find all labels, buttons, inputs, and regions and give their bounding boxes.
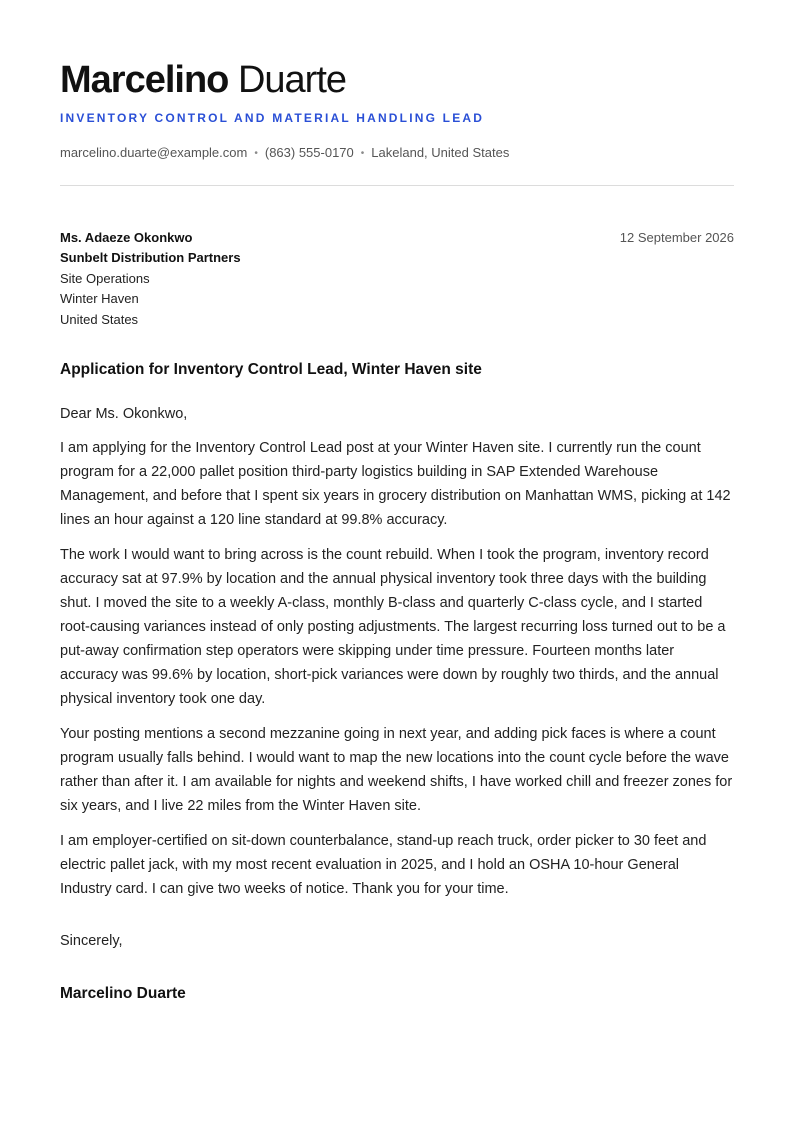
signature-name: Marcelino Duarte [60,985,186,1002]
letter-date: 12 September 2026 [619,230,734,245]
body-paragraph: The work I would want to bring across is the count rebuild. When I took the program, inventory record accuracy sat at 97.9% by location and the annual physical inventory took three days with the building shut. I moved the site to a weekly A-class, monthly B-class and quarterly C-class cycle, and I started root-causing variances instead of only posting adjustments. The largest recurring loss turned out to be a put-away confirmation step operators were skipping under time pressure. Fourteen months later accuracy was 99.6% by location, short-pick variances were down by roughly two thirds, and the annual physical inventory took one day. [60,547,726,707]
contact-location: Lakeland, United States [371,145,510,160]
applicant-name [60,56,346,104]
body-paragraph: Your posting mentions a second mezzanine going in next year, and adding pick faces is where a count program usually falls behind. I would want to map the new locations into the count cycle before the wave rather than after it. I am available for nights and weekend shifts, I have worked chill and freezer zones for six years, and I live 22 miles from the Winter Haven site. [60,726,733,814]
contact-separator: • [360,148,365,159]
letter-subject: Application for Inventory Control Lead, Winter Haven site [60,361,482,378]
salutation: Dear Ms. Okonkwo, [60,406,188,422]
applicant-last-name: Duarte [237,59,347,101]
body-paragraph: I am employer-certified on sit-down counterbalance, stand-up reach truck, order picker to 30 feet and electric pallet jack, with my most recent evaluation in 2025, and I hold an OSHA 10-hour General Industry card. I can give two weeks of notice. Thank you for your time. [60,833,707,897]
applicant-role: INVENTORY CONTROL AND MATERIAL HANDLING LEAD [60,111,485,125]
header-divider [60,185,734,186]
contact-separator: • [254,148,258,159]
recipient-name: Ms. Adaeze Okonkwo [60,230,193,245]
recipient-block [60,228,241,330]
contact-phone: (863) 555-0170 [264,145,354,160]
recipient-company: Sunbelt Distribution Partners [60,250,241,266]
contact-email: marcelino.duarte@example.com [60,145,248,160]
letter-body [60,402,734,912]
contact-line [60,145,509,160]
recipient-department: Site Operations [60,270,150,286]
closing: Sincerely, [60,933,123,949]
recipient-country: United States [60,311,139,327]
recipient-city: Winter Haven [60,291,139,307]
applicant-first-name: Marcelino [60,59,229,101]
body-paragraph: I am applying for the Inventory Control Lead post at your Winter Haven site. I currently run the count program for a 22,000 pallet position third-party logistics building in SAP Extended Warehouse Management, and before that I spent six years in grocery distribution on Manhattan WMS, picking at 142 lines an hour against a 120 line standard at 99.8% accuracy. [60,440,731,528]
